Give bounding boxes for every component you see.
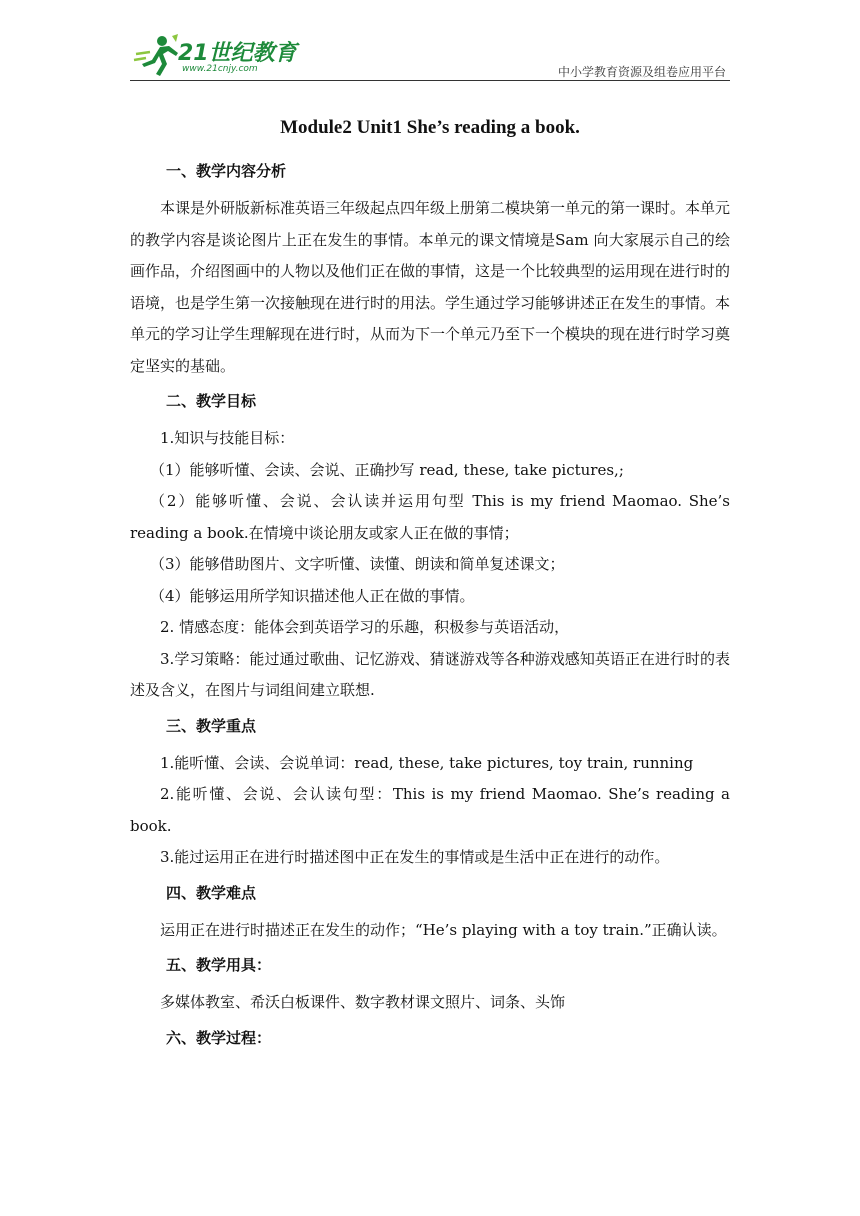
section-heading-4: 四、教学难点 — [166, 883, 257, 902]
logo — [130, 30, 300, 80]
key-point-item: 1.能听懂、会读、会说单词：read, these, take pictures, toy train, running — [160, 753, 694, 772]
objective-item: 2. 情感态度：能体会到英语学习的乐趣，积极参与英语活动， — [160, 618, 570, 636]
objective-item: （1）能够听懂、会读、会说、正确抄写 read, these, take pictures,; — [150, 460, 624, 479]
section-heading-2: 二、教学目标 — [166, 392, 257, 410]
platform-name: 中小学教育资源及组卷应用平台 — [557, 65, 726, 79]
tools-paragraph: 多媒体教室、希沃白板课件、数字教材课文照片、词条、头饰 — [160, 993, 566, 1011]
runner-logo-icon — [132, 34, 180, 78]
header-divider — [130, 80, 730, 81]
objective-item: （2）能够听懂、会说、会认读并运用句型 This is my friend Maomao. She’s reading a book.在情境中谈论朋友或家人正在做的事情； — [130, 492, 730, 542]
document-title: Module2 Unit1 She’s reading a book. — [280, 117, 580, 138]
section-heading-1: 一、教学内容分析 — [166, 162, 287, 180]
section-1-paragraph: 本课是外研版新标准英语三年级起点四年级上册第二模块第一单元的第一课时。本单元的教学内容是谈论图片上正在发生的事情。本单元的课文情境是Sam 向大家展示自己的绘画作品，介绍图画中的人物以及他们正在做的事情，这是一个比较典型的运用现在进行时的语境，也是学生第一次接触现在进行时的用法。学生通过学习能够讲述正在发生的事情。本单元的学习让学生理解现在进行时，从而为下一个单元乃至下一个模块的现在进行时学习奠定坚实的基础。 — [130, 199, 731, 375]
objective-item: （3）能够借助图片、文字听懂、读懂、朗读和简单复述课文； — [150, 555, 565, 573]
objective-item: 1.知识与技能目标： — [160, 429, 295, 447]
objective-item: （4）能够运用所学知识描述他人正在做的事情。 — [150, 586, 475, 605]
section-heading-6: 六、教学过程： — [166, 1028, 272, 1047]
page-header — [130, 30, 730, 82]
section-heading-5: 五、教学用具： — [166, 956, 272, 974]
logo-brand-text: 21世纪教育 — [178, 41, 297, 66]
section-heading-3: 三、教学重点 — [166, 716, 257, 735]
difficulty-paragraph: 运用正在进行时描述正在发生的动作；“He’s playing with a toy train.”正确认读。 — [160, 920, 727, 939]
logo-url-text: www.21cnjy.com — [182, 64, 258, 74]
document-body — [130, 116, 730, 1060]
key-point-item: 3.能过运用正在进行时描述图中正在发生的事情或是生活中正在进行的动作。 — [160, 848, 670, 866]
objective-item: 3.学习策略：能过通过歌曲、记忆游戏、猜谜游戏等各种游戏感知英语正在进行时的表述及含义，在图片与词组间建立联想. — [130, 649, 730, 699]
key-point-item: 2.能听懂、会说、会认读句型：This is my friend Maomao. She’s reading a book. — [130, 785, 730, 835]
